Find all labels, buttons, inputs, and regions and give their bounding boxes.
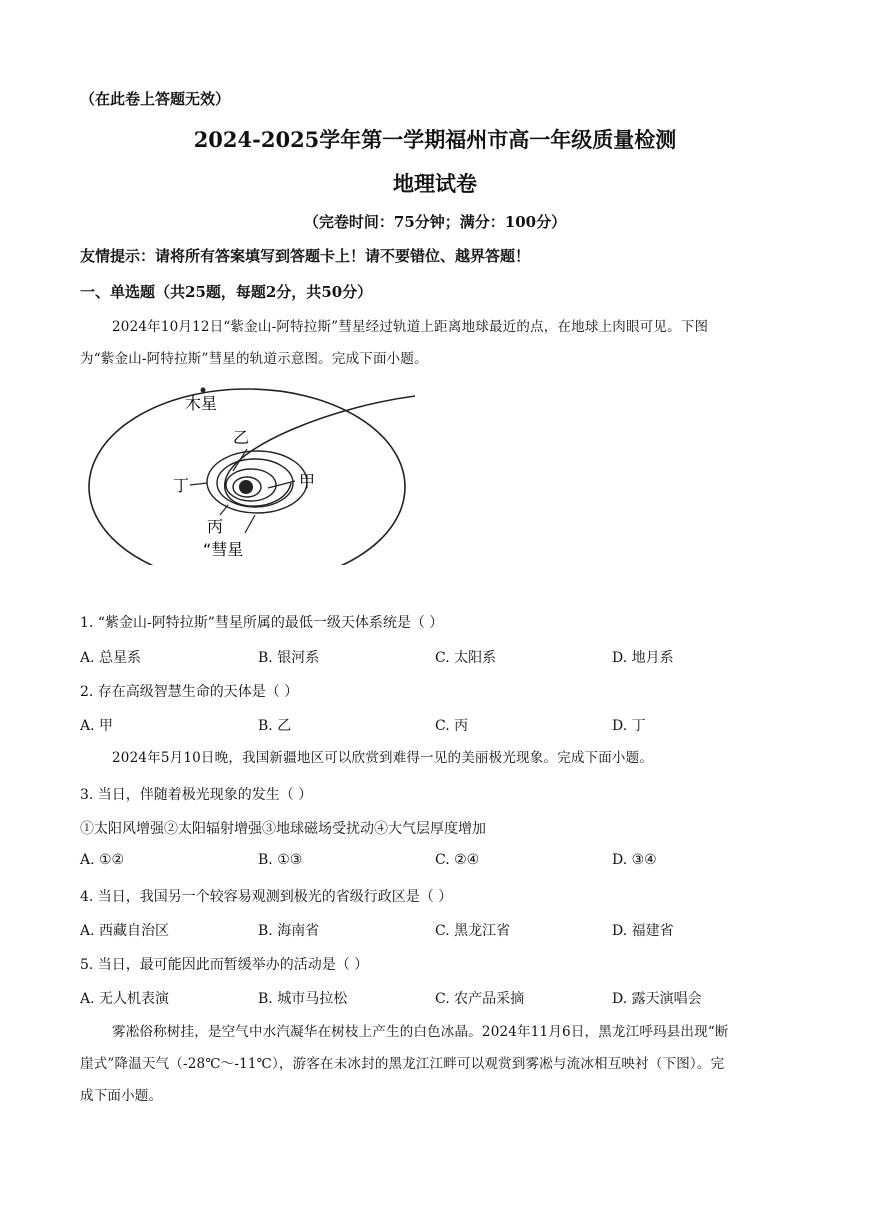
intro3-line2: 崖式”降温天气（-28℃～-11℃），游客在未冰封的黑龙江江畔可以观赏到雾凇与流冰相互映衬（下图）。完 [80, 1056, 725, 1072]
friendly-tip: 友情提示：请将所有答案填写到答题卡上！请不要错位、越界答题！ [80, 247, 531, 265]
intro3-line1: 雾凇俗称树挂，是空气中水汽凝华在树枝上产生的白色冰晶。2024年11月6日，黑龙江呼玛县出现“断 [112, 1024, 729, 1040]
q1-option-a: A. 总星系 [80, 650, 142, 666]
q4-option-a: A. 西藏自治区 [80, 923, 170, 939]
question-5-stem: 5. 当日，最可能因此而暂缓举办的活动是（ ） [80, 957, 369, 973]
question-1-stem: 1. “紫金山-阿特拉斯”彗星所属的最低一级天体系统是（ ） [80, 615, 444, 631]
intro2: 2024年5月10日晚，我国新疆地区可以欣赏到难得一见的美丽极光现象。完成下面小题。 [112, 750, 654, 766]
label-bing: 丙 [207, 517, 224, 536]
exam-info: （完卷时间：75分钟；满分：100分） [303, 213, 567, 231]
subject-title: 地理试卷 [393, 171, 477, 196]
label-jupiter: 木星 [185, 394, 218, 413]
q5-option-d: D. 露天演唱会 [612, 991, 702, 1007]
q5-option-a: A. 无人机表演 [80, 991, 170, 1007]
q2-option-c: C. 丙 [435, 718, 469, 734]
label-yi: 乙 [233, 428, 250, 447]
notice: （在此卷上答题无效） [80, 90, 231, 108]
q2-option-a: A. 甲 [80, 718, 114, 734]
q1-option-d: D. 地月系 [612, 650, 674, 666]
q5-option-c: C. 农产品采摘 [435, 991, 525, 1007]
intro1-line1: 2024年10月12日“紫金山-阿特拉斯”彗星经过轨道上距离地球最近的点，在地球上肉眼可见。下图 [112, 319, 709, 335]
label-ding: 丁 [173, 476, 190, 495]
q3-option-d: D. ③④ [612, 852, 657, 868]
label-jia: 甲 [299, 472, 316, 491]
q3-option-c: C. ②④ [435, 852, 480, 868]
q3-option-b: B. ①③ [258, 852, 303, 868]
comet-orbit [225, 395, 415, 506]
orbit-bing [217, 459, 293, 507]
question-3-statements: ①太阳风增强②太阳辐射增强③地球磁场受扰动④大气层厚度增加 [80, 821, 486, 837]
q3-option-a: A. ①② [80, 852, 125, 868]
label-comet: “彗星 [203, 540, 244, 559]
comet-orbit-figure [85, 385, 415, 565]
section-heading: 一、单选题（共25题，每题2分，共50分） [80, 283, 373, 301]
question-4-stem: 4. 当日，我国另一个较容易观测到极光的省级行政区是（ ） [80, 889, 453, 905]
q2-option-d: D. 丁 [612, 718, 646, 734]
q4-option-d: D. 福建省 [612, 923, 674, 939]
exam-title: 2024-2025学年第一学期福州市高一年级质量检测 [193, 127, 677, 152]
jupiter-dot [201, 388, 206, 393]
intro3-line3: 成下面小题。 [80, 1088, 163, 1104]
q5-option-b: B. 城市马拉松 [258, 991, 348, 1007]
question-3-stem: 3. 当日，伴随着极光现象的发生（ ） [80, 787, 313, 803]
question-2-stem: 2. 存在高级智慧生命的天体是（ ） [80, 684, 299, 700]
sun-icon [239, 480, 253, 494]
q1-option-b: B. 银河系 [258, 650, 320, 666]
q4-option-b: B. 海南省 [258, 923, 320, 939]
q1-option-c: C. 太阳系 [435, 650, 497, 666]
q4-option-c: C. 黑龙江省 [435, 923, 511, 939]
intro1-line2: 为“紫金山-阿特拉斯”彗星的轨道示意图。完成下面小题。 [80, 351, 428, 367]
q2-option-b: B. 乙 [258, 718, 292, 734]
